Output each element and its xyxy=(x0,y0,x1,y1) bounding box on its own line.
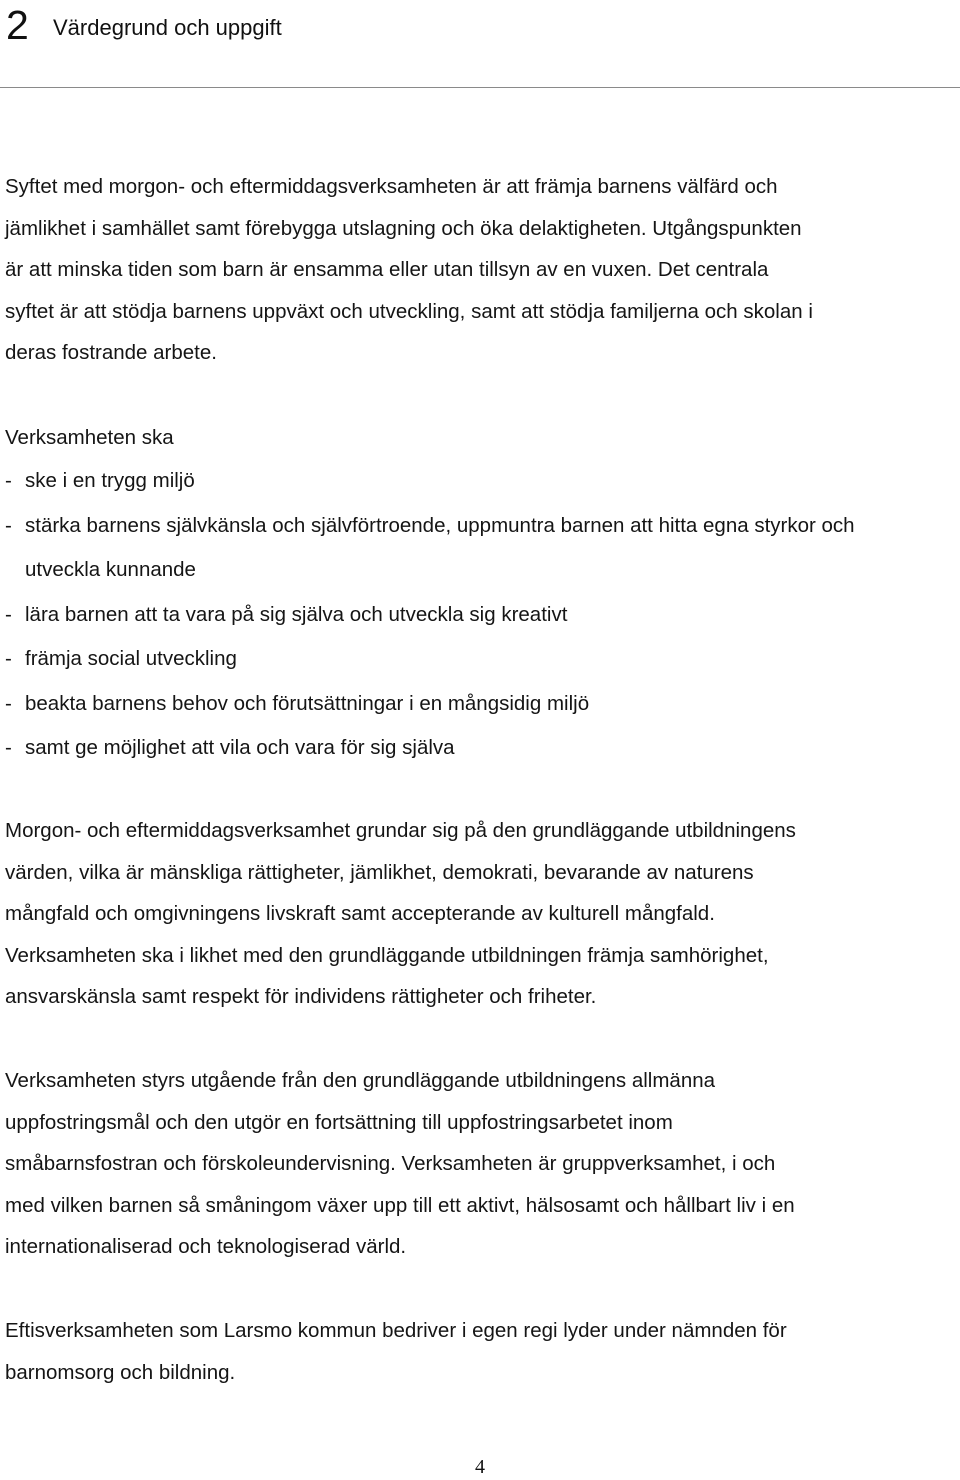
list-item-text: stärka barnens självkänsla och självförtroende, uppmuntra barnen att hitta egna styrkor och utveckla kunnande xyxy=(25,513,855,581)
list-item-text: lära barnen att ta vara på sig själva och utveckla sig kreativt xyxy=(25,602,568,626)
list-dash: - xyxy=(5,691,12,715)
list-item xyxy=(5,682,935,727)
list-dash: - xyxy=(5,602,12,626)
list-dash: - xyxy=(5,513,12,537)
list-intro: Verksamheten ska xyxy=(5,426,174,449)
section-heading xyxy=(6,2,946,52)
list-item-text: ske i en trygg miljö xyxy=(25,469,195,492)
goals-list xyxy=(5,459,935,771)
section-number: 2 xyxy=(6,2,29,48)
list-item xyxy=(5,459,935,504)
list-dash: - xyxy=(5,736,12,759)
list-dash: - xyxy=(5,469,12,492)
list-item xyxy=(5,726,935,771)
list-item-text: beakta barnens behov och förutsättningar i en mångsidig miljö xyxy=(25,691,590,715)
list-item xyxy=(5,637,935,682)
list-dash: - xyxy=(5,647,12,670)
page-number: 4 xyxy=(475,1456,485,1478)
paragraph-purpose: Syftet med morgon- och eftermiddagsverksamheten är att främja barnens välfärd och jämlikhet i samhället samt förebygga utslagning och öka delaktigheten. Utgångspunkten är att minska tiden som barn är ensamma eller utan tillsyn av en vuxen. Det centrala syftet är att stödja barnens uppväxt och utveckling, samt att stödja familjerna och skolan i deras fostrande arbete. xyxy=(5,175,813,364)
header-divider xyxy=(0,87,960,88)
paragraph-values: Morgon- och eftermiddagsverksamhet grundar sig på den grundläggande utbildningens värden, vilka är mänskliga rättigheter, jämlikhet, demokrati, bevarande av naturens mångfald och omgivningens livskraft samt accepterande av kulturell mångfald. Verksamheten ska i likhet med den grundläggande utbildningen främja samhörighet, ansvarskänsla samt respekt för individens rättigheter och friheter. xyxy=(5,819,796,1008)
list-item-text: samt ge möjlighet att vila och vara för sig själva xyxy=(25,736,455,759)
paragraph-administration: Eftisverksamheten som Larsmo kommun bedriver i egen regi lyder under nämnden för barnomsorg och bildning. xyxy=(5,1319,787,1384)
list-item-text: främja social utveckling xyxy=(25,647,237,670)
section-title: Värdegrund och uppgift xyxy=(53,15,282,40)
list-item xyxy=(5,593,935,638)
list-item xyxy=(5,504,885,593)
paragraph-goals: Verksamheten styrs utgående från den grundläggande utbildningens allmänna uppfostringsmål och den utgör en fortsättning till uppfostringsarbetet inom småbarnsfostran och förskoleundervisning. Verksamheten är gruppverksamhet, i och med vilken barnen så småningom växer upp till ett aktivt, hälsosamt och hållbart liv i en internationaliserad och teknologiserad värld. xyxy=(5,1069,795,1258)
